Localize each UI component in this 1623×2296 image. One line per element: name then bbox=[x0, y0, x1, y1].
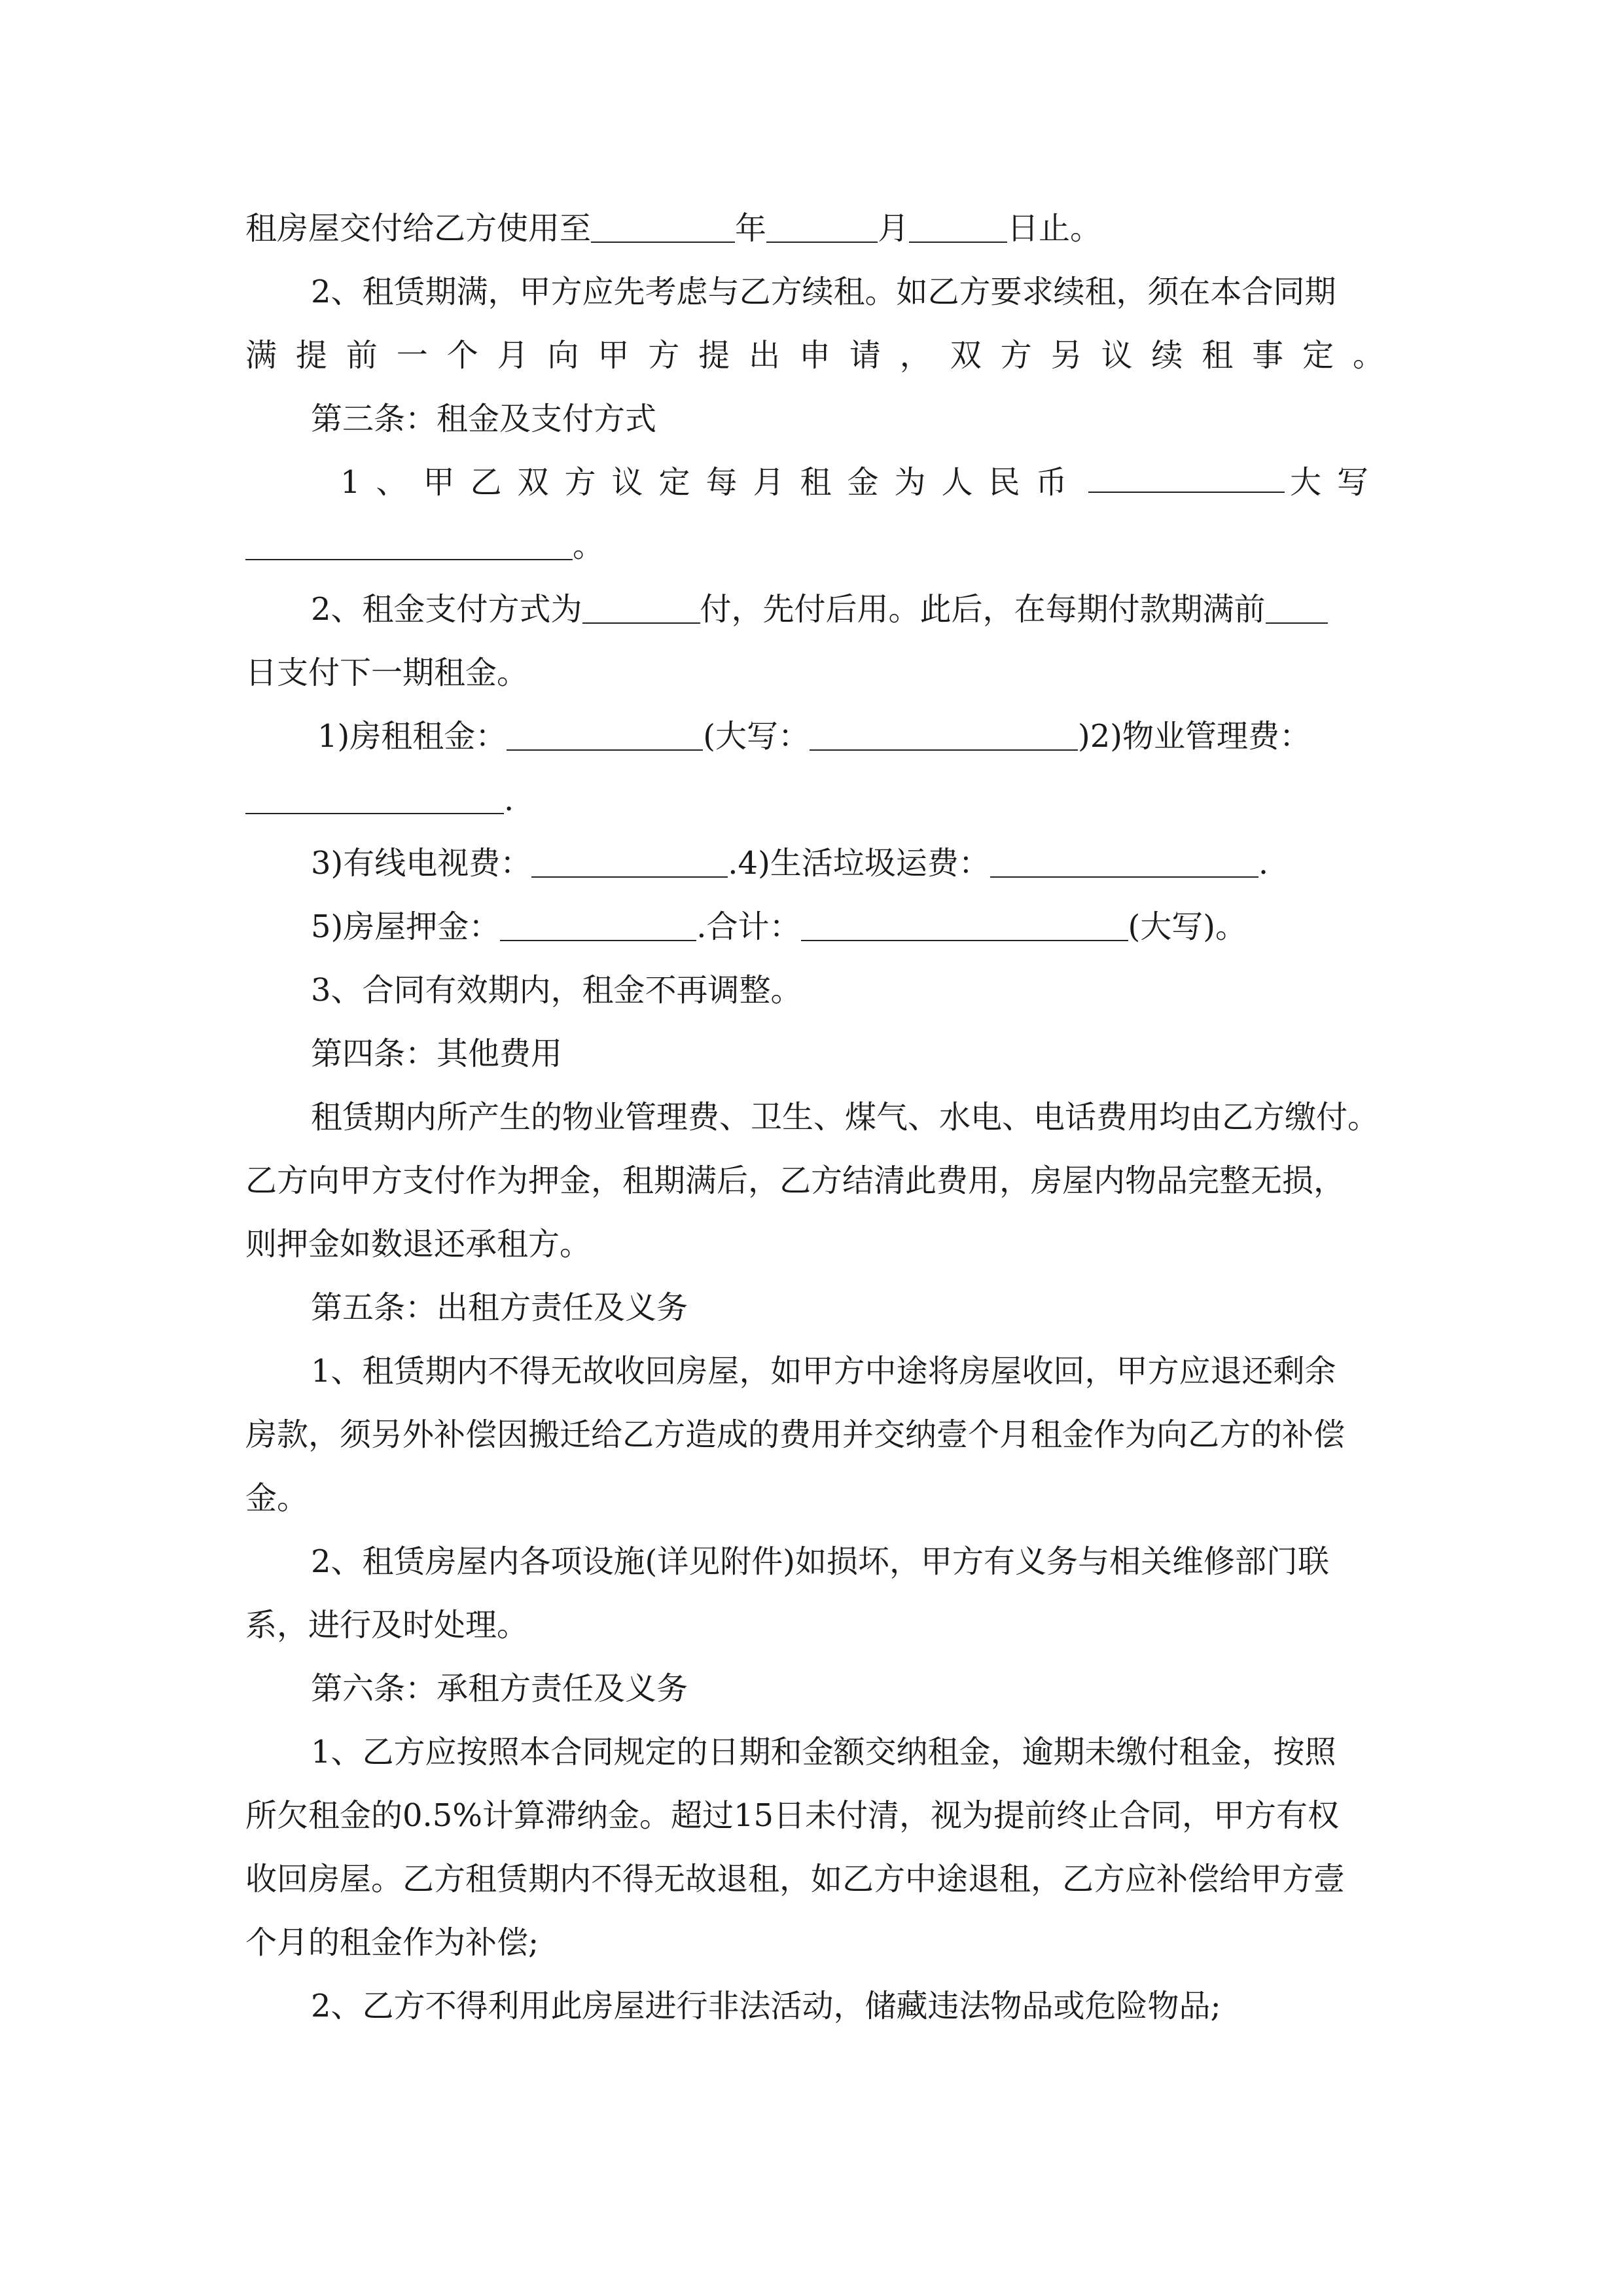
text-line bbox=[245, 323, 1384, 387]
fill-in-blank[interactable] bbox=[1088, 461, 1285, 493]
text-line: 所欠租金的0.5%计算滞纳金。超过15日未付清，视为提前终止合同，甲方有权 bbox=[245, 1797, 1340, 1834]
text-line bbox=[245, 196, 1384, 260]
text-line: 个月的租金作为补偿; bbox=[245, 1924, 539, 1961]
text-segment: (大写)。 bbox=[1128, 908, 1247, 945]
text-line: 2、租赁期满，甲方应先考虑与乙方续租。如乙方要求续租，须在本合同期 bbox=[311, 274, 1336, 310]
text-line: 1、租赁期内不得无故收回房屋，如甲方中途将房屋收回，甲方应退还剩余 bbox=[311, 1353, 1336, 1390]
fill-in-blank[interactable] bbox=[801, 910, 1128, 941]
fill-in-blank[interactable] bbox=[245, 529, 573, 560]
text-segment: )2)物业管理费： bbox=[1078, 718, 1311, 755]
text-segment: 年 bbox=[735, 210, 767, 247]
text-segment: .合计： bbox=[696, 908, 801, 945]
fill-in-blank[interactable] bbox=[1266, 592, 1328, 624]
text-line: 3、合同有效期内，租金不再调整。 bbox=[311, 972, 802, 1009]
text-line bbox=[340, 450, 1384, 514]
fill-in-blank[interactable] bbox=[591, 211, 735, 243]
text-line bbox=[317, 704, 1391, 768]
text-line: 收回房屋。乙方租赁期内不得无故退租，如乙方中途退租，乙方应补偿给甲方壹 bbox=[245, 1861, 1346, 1897]
text-segment: 1、甲乙双方议定每月租金为人民币 bbox=[340, 464, 1083, 501]
text-segment: . bbox=[504, 781, 514, 818]
text-segment: .4)生活垃圾运费： bbox=[728, 845, 990, 882]
text-line: 日支付下一期租金。 bbox=[245, 655, 529, 691]
text-line: 2、乙方不得利用此房屋进行非法活动，储藏违法物品或危险物品; bbox=[311, 1988, 1221, 2024]
text-line: 系，进行及时处理。 bbox=[245, 1607, 529, 1643]
text-line bbox=[245, 768, 1384, 832]
text-segment: 1)房租租金： bbox=[317, 718, 507, 755]
fill-in-blank[interactable] bbox=[531, 846, 728, 878]
text-segment: (大写： bbox=[703, 718, 810, 755]
text-segment: . bbox=[1258, 845, 1269, 882]
text-line: 1、乙方应按照本合同规定的日期和金额交纳租金，逾期未缴付租金，按照 bbox=[311, 1734, 1336, 1770]
text-segment: 。 bbox=[573, 528, 605, 564]
text-segment: 2、租金支付方式为 bbox=[311, 591, 582, 628]
text-segment: 3)有线电视费： bbox=[311, 845, 532, 882]
fill-in-blank[interactable] bbox=[500, 910, 696, 941]
text-line bbox=[245, 514, 1384, 578]
fill-in-blank[interactable] bbox=[507, 719, 703, 751]
section-heading: 第四条：其他费用 bbox=[311, 1035, 563, 1072]
text-segment: 大写 bbox=[1289, 464, 1384, 501]
text-line: 则押金如数退还承租方。 bbox=[245, 1226, 592, 1263]
fill-in-blank[interactable] bbox=[909, 211, 1007, 243]
text-line bbox=[311, 895, 1384, 959]
text-line: 租赁期内所产生的物业管理费、卫生、煤气、水电、电话费用均由乙方缴付。 bbox=[311, 1099, 1380, 1136]
fill-in-blank[interactable] bbox=[582, 592, 700, 624]
section-heading: 第五条：出租方责任及义务 bbox=[311, 1289, 688, 1326]
text-segment: 5)房屋押金： bbox=[311, 908, 501, 945]
text-line bbox=[311, 831, 1384, 895]
fill-in-blank[interactable] bbox=[766, 211, 878, 243]
text-segment: 租房屋交付给乙方使用至 bbox=[245, 210, 592, 247]
text-segment: 满提前一个月向甲方提出申请，双方另议续租事定。 bbox=[245, 337, 1384, 374]
text-segment: 月 bbox=[878, 210, 910, 247]
text-line: 2、租赁房屋内各项设施(详见附件)如损坏，甲方有义务与相关维修部门联 bbox=[311, 1543, 1329, 1580]
text-line: 金。 bbox=[245, 1480, 309, 1516]
text-line bbox=[311, 577, 1384, 641]
text-segment: 付，先付后用。此后，在每期付款期满前 bbox=[700, 591, 1266, 628]
fill-in-blank[interactable] bbox=[810, 719, 1078, 751]
text-line: 乙方向甲方支付作为押金，租期满后，乙方结清此费用，房屋内物品完整无损， bbox=[245, 1162, 1346, 1199]
text-segment: 日止。 bbox=[1007, 210, 1102, 247]
fill-in-blank[interactable] bbox=[245, 783, 504, 814]
section-heading: 第六条：承租方责任及义务 bbox=[311, 1670, 688, 1707]
text-line: 房款，须另外补偿因搬迁给乙方造成的费用并交纳壹个月租金作为向乙方的补偿 bbox=[245, 1416, 1346, 1453]
fill-in-blank[interactable] bbox=[990, 846, 1258, 878]
section-heading: 第三条：租金及支付方式 bbox=[311, 401, 657, 437]
